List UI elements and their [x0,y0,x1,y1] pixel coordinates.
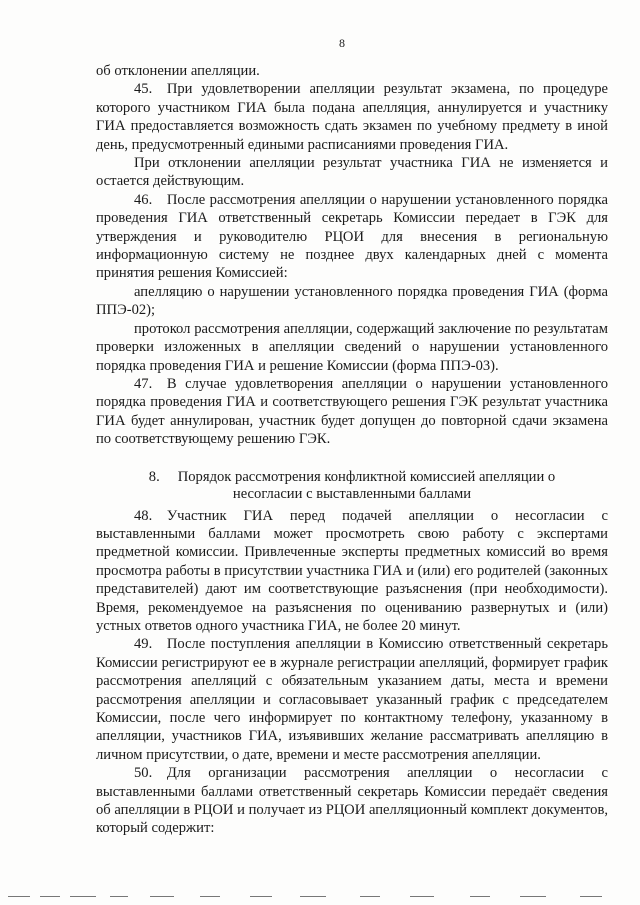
paragraph-50: 50. Для организации рассмотрения апелляции о несогласии с выставленными баллами ответственный секретарь Комиссии передаёт сведения об апелляции в РЦОИ и получает из РЦОИ апелляционный комплект документов, который содержит: [96,765,608,837]
scan-edge-marks [0,896,640,898]
paragraph-continuation: об отклонении апелляции. [96,63,260,79]
section-title: Порядок рассмотрения конфликтной комиссией апелляции о несогласии с выставленными баллами [177,468,556,502]
paragraph-46-item-appeal: апелляцию о нарушении установленного порядка проведения ГИА (форма ППЭ-02); [96,283,608,319]
paragraph-45: 45. При удовлетворении апелляции результат экзамена, по процедуре которого участником ГИА была подана апелляция, аннулируется и участнику ГИА предоставляется возможность сдать экзамен по учебному предмету в иной день, предусмотренный едиными расписаниями проведения ГИА. [96,81,608,153]
paragraph-46: 46. После рассмотрения апелляции о нарушении установленного порядка проведения ГИА ответственный секретарь Комиссии передает в ГЭК для утверждения и руководителю РЦОИ для внесения в региональную информационную систему не позднее двух календарных дней с момента принятия решения Комиссией: [96,191,608,282]
paragraph-45-rejection: При отклонении апелляции результат участника ГИА не изменяется и остается действующим. [96,155,608,190]
document-body [96,62,608,838]
section-heading [96,469,608,503]
paragraph-48: 48. Участник ГИА перед подачей апелляции о несогласии с выставленными баллами может просмотреть свою работу с экспертами предметной комиссии. Привлеченные эксперты предметных комиссий во время просмотра работы в присутствии участника ГИА и (или) его родителей (законных представителей) дают им соответствующие разъяснения (при необходимости). Время, рекомендуемое на разъяснения по оцениванию развернутых и (или) устных ответов одного участника ГИА, не более 20 минут. [96,507,608,634]
paragraph-49: 49. После поступления апелляции в Комиссию ответственный секретарь Комиссии регистрируют ее в журнале регистрации апелляций, формирует график рассмотрения апелляций с обязательным указанием даты, места и времени рассмотрения апелляции и согласовывает указанный график с председателем Комиссии, после чего информирует по контактному телефону, указанному в апелляции, участников ГИА, изъявивших желание рассматривать апелляцию в личном присутствии, о дате, времени и месте рассмотрения апелляции. [96,636,608,763]
paragraph-47: 47. В случае удовлетворения апелляции о нарушении установленного порядка проведения ГИА и соответствующего решения ГЭК результат участника ГИА будет аннулирован, участник будет допущен до повторной сдачи экзамена по соответствующему решению ГЭК. [96,375,608,448]
paragraph-46-item-protocol: протокол рассмотрения апелляции, содержащий заключение по результатам проверки изложенных в апелляции сведений о нарушении установленного порядка проведения ГИА и решение Комиссии (форма ППЭ-03). [96,320,608,374]
section-number: 8. [148,468,160,485]
page-number: 8 [339,36,345,50]
